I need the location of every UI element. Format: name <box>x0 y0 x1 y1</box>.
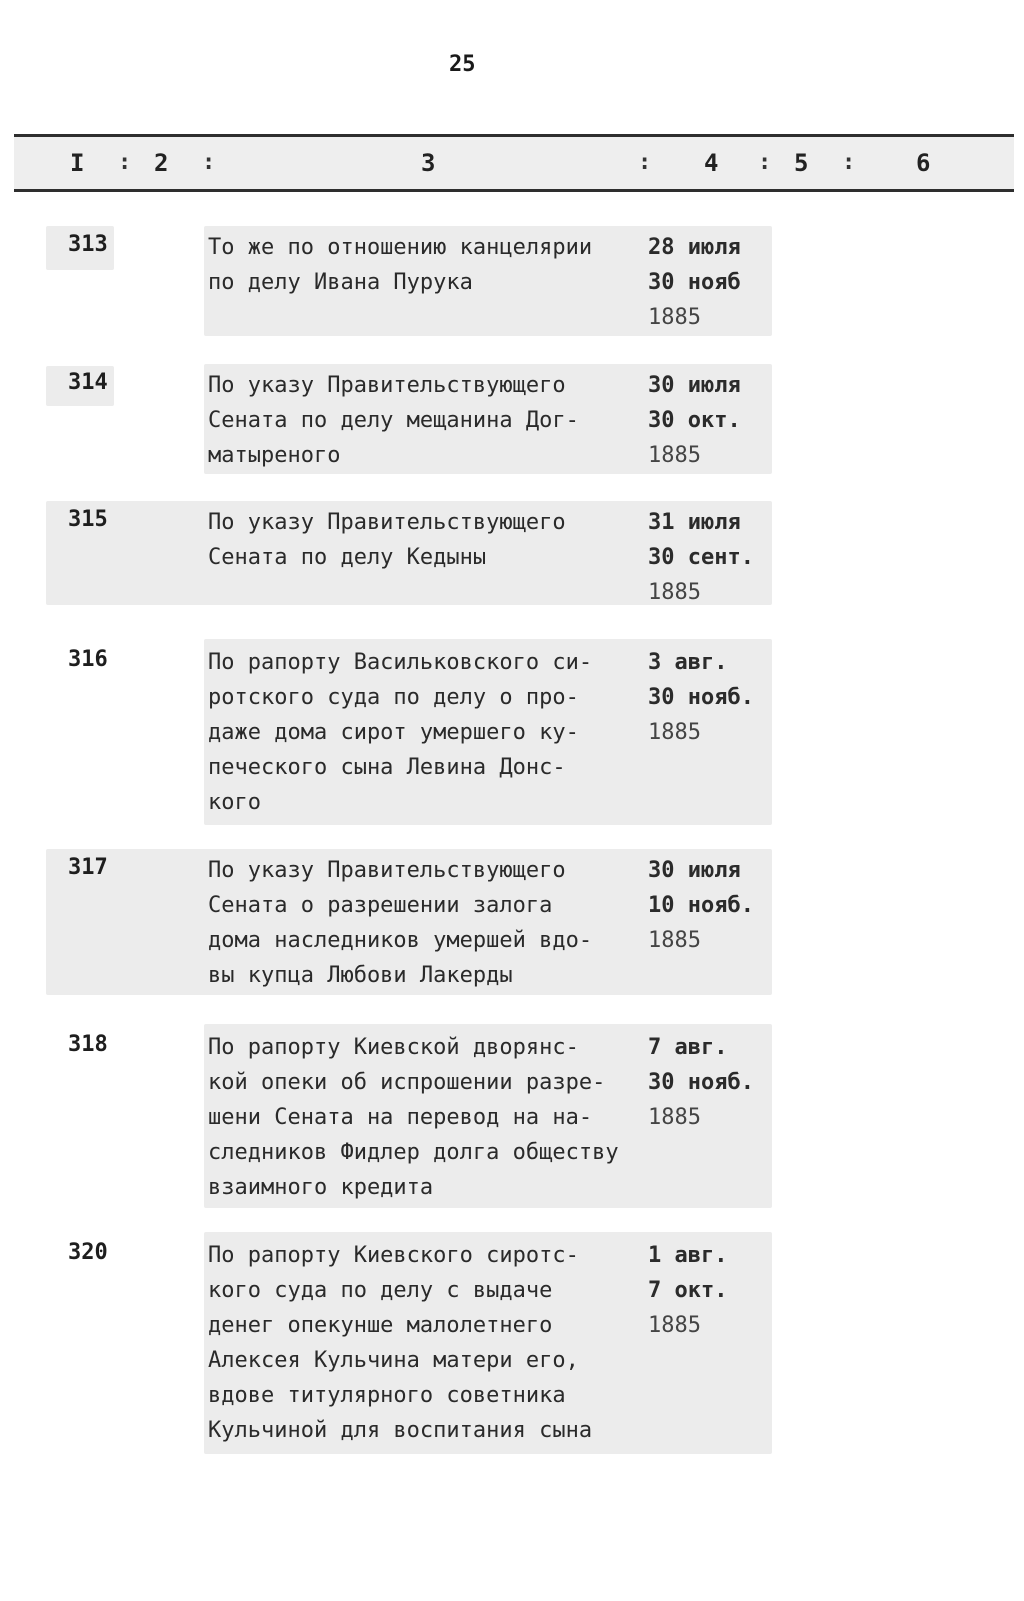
year: 1885 <box>648 720 701 745</box>
entry-description: По указу Правительствующего Сената о разрешении залога дома наследников умершей вдо- вы купца Любови Лакерды <box>208 858 593 988</box>
column-separator: : <box>118 150 132 175</box>
entry-description: По рапорту Киевского сиротс- кого суда по делу с выдаче денег опекунше малолетнего Алексея Кульчина матери его, вдове титулярного советника Кульчиной для воспитания сына <box>208 1243 593 1443</box>
page-number: 25 <box>449 52 476 77</box>
column-separator: : <box>202 150 216 175</box>
column-number-5: 5 <box>794 149 809 177</box>
entry-number: 316 <box>68 647 108 672</box>
column-separator: : <box>842 150 856 175</box>
column-number-4: 4 <box>704 149 719 177</box>
column-separator: : <box>758 150 772 175</box>
start-date: 30 июля <box>648 373 741 398</box>
entry-number: 320 <box>68 1240 108 1265</box>
end-date: 30 нояб. <box>648 1070 754 1095</box>
year: 1885 <box>648 443 701 468</box>
entry-dates <box>648 1030 754 1135</box>
start-date: 7 авг. <box>648 1035 728 1060</box>
entry-dates <box>648 645 754 750</box>
entry-description: То же по отношению канцелярии по делу Ивана Пурука <box>208 235 593 295</box>
end-date: 30 нояб <box>648 270 741 295</box>
start-date: 28 июля <box>648 235 741 260</box>
year: 1885 <box>648 1105 701 1130</box>
start-date: 31 июля <box>648 510 741 535</box>
year: 1885 <box>648 305 701 330</box>
column-number-2: 2 <box>154 149 169 177</box>
entry-number: 317 <box>68 855 108 880</box>
year: 1885 <box>648 928 701 953</box>
entry-number: 318 <box>68 1032 108 1057</box>
end-date: 7 окт. <box>648 1278 728 1303</box>
end-date: 30 нояб. <box>648 685 754 710</box>
entry-description: По рапорту Васильковского си- ротского суда по делу о про- даже дома сирот умершего ку- печеского сына Левина Донс- кого <box>208 650 593 815</box>
entry-number: 315 <box>68 507 108 532</box>
column-header-strip <box>14 134 1014 192</box>
entry-dates <box>648 505 754 610</box>
year: 1885 <box>648 1313 701 1338</box>
entry-dates <box>648 853 754 958</box>
entry-description: По рапорту Киевской дворянс- кой опеки об испрошении разре- шени Сената на перевод на на- следников Фидлер долга обществу взаимного кредита <box>208 1035 619 1200</box>
entry-description: По указу Правительствующего Сената по делу мещанина Дог- матыреного <box>208 373 579 468</box>
start-date: 1 авг. <box>648 1243 728 1268</box>
entry-dates <box>648 1238 727 1343</box>
entry-dates <box>648 230 741 335</box>
start-date: 30 июля <box>648 858 741 883</box>
column-number-6: 6 <box>916 149 931 177</box>
start-date: 3 авг. <box>648 650 728 675</box>
end-date: 30 сент. <box>648 545 754 570</box>
end-date: 30 окт. <box>648 408 741 433</box>
column-separator: : <box>638 150 652 175</box>
year: 1885 <box>648 580 701 605</box>
entry-description: По указу Правительствующего Сената по делу Кедыны <box>208 510 566 570</box>
entry-dates <box>648 368 741 473</box>
column-number-1: I <box>70 149 85 177</box>
entry-number: 314 <box>68 370 108 395</box>
entry-number: 313 <box>68 232 108 257</box>
column-number-3: 3 <box>421 149 436 177</box>
end-date: 10 нояб. <box>648 893 754 918</box>
